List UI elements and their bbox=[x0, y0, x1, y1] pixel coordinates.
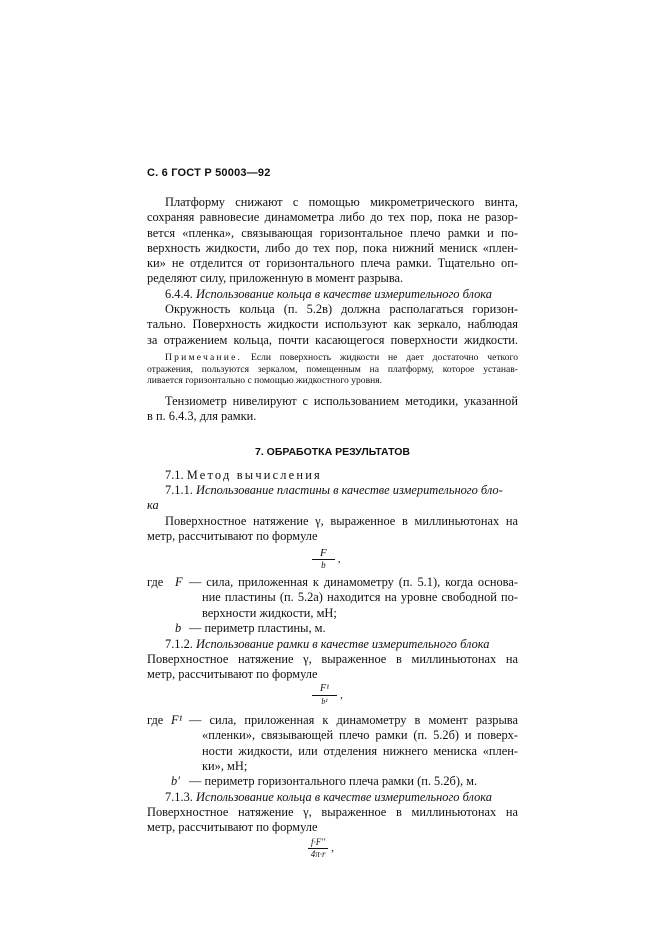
fraction bbox=[312, 683, 337, 707]
subsection-title: Использование пластины в качестве измерительного бло- bbox=[196, 483, 503, 497]
paragraph-platform bbox=[147, 195, 518, 287]
paragraph-7-1-1 bbox=[147, 514, 518, 545]
subsection-title: Использование кольца в качестве измерительного блока bbox=[196, 287, 492, 301]
text-line: Поверхностное натяжение γ, выраженное в миллиньютонах на bbox=[147, 652, 518, 666]
note-line: отражения, пользуются зеркалом, помещенным на платформу, которое устанав- bbox=[147, 363, 518, 375]
where-symbol: F bbox=[175, 575, 183, 589]
text-line: Поверхностное натяжение γ, выраженное в миллиньютонах на bbox=[147, 805, 518, 819]
text-line: метр, рассчитывают по формуле bbox=[147, 529, 318, 544]
paragraph-7-1-3 bbox=[147, 805, 518, 836]
where-label: где bbox=[147, 575, 164, 589]
numerator: f·F′′ bbox=[308, 836, 328, 849]
fraction bbox=[308, 836, 328, 860]
numerator: F bbox=[312, 547, 335, 560]
where-definition: — периметр пластины, м. bbox=[189, 621, 326, 635]
text-line: сохраняя равновесие динамометра либо до тех пор, пока не разор- bbox=[147, 210, 518, 225]
text-line: вется «пленка», связывающая горизонтальное плечо рамки и по- bbox=[147, 225, 518, 240]
denominator: b¹ bbox=[321, 697, 328, 706]
formula-tail: , bbox=[337, 553, 341, 565]
subsection-number: 7.1.3. bbox=[165, 790, 193, 804]
text-line: Поверхностное натяжение γ, выраженное в миллиньютонах на bbox=[165, 514, 518, 528]
denominator: b bbox=[321, 560, 326, 570]
text-line: ние пластины (п. 5.2а) находится на уровне свободной по- bbox=[202, 590, 518, 605]
where-symbol: b′ bbox=[171, 774, 180, 788]
subsection-title-6-4-4 bbox=[165, 287, 518, 302]
where-definition bbox=[189, 575, 518, 621]
note-line bbox=[147, 352, 518, 364]
where-label: где bbox=[147, 713, 164, 727]
numerator: F¹ bbox=[312, 683, 337, 696]
text-line: верхности жидкости, мН; bbox=[202, 605, 337, 620]
subsection-title-7-1-1 bbox=[147, 483, 518, 514]
text-line: Платформу снижают с помощью микрометрического винта, bbox=[165, 195, 518, 209]
formula-plate-expr bbox=[312, 547, 340, 571]
text-line: ределяют силу, приложенную в момент разрыва. bbox=[147, 271, 404, 286]
subsection-number: 7.1.1. bbox=[165, 483, 193, 497]
formula-tail: , bbox=[340, 689, 343, 701]
text-line: верхность жидкости, либо до тех пор, пока нижний мениск «плен- bbox=[147, 240, 518, 255]
formula-frame-expr bbox=[312, 683, 343, 707]
where-definition: — периметр горизонтального плеча рамки (п. 5.2б), м. bbox=[189, 774, 478, 788]
subsection-title: Метод вычисления bbox=[186, 468, 322, 482]
text-line: в п. 6.4.3, для рамки. bbox=[147, 409, 257, 424]
subsection-number: 7.1. bbox=[165, 468, 184, 482]
text-line: «пленки», связывающей плечо рамки (п. 5.2б) и поверх- bbox=[202, 728, 518, 743]
subsection-title: Использование рамки в качестве измерительного блока bbox=[196, 637, 490, 651]
subsection-title: Использование кольца в качестве измерительного блока bbox=[196, 790, 492, 804]
text-line: метр, рассчитывают по формуле bbox=[147, 820, 318, 835]
text-line: — сила, приложенная к динамометру (п. 5.1), когда основа- bbox=[189, 575, 518, 589]
fraction bbox=[312, 547, 335, 571]
subsection-number: 6.4.4. bbox=[165, 287, 193, 301]
section-heading: 7. ОБРАБОТКА РЕЗУЛЬТАТОВ bbox=[255, 446, 410, 458]
formula-tail: , bbox=[331, 842, 334, 854]
note-line: ливается горизонтально с помощью жидкостного уровня. bbox=[147, 375, 383, 386]
page-header: С. 6 ГОСТ Р 50003—92 bbox=[147, 167, 271, 179]
title-line bbox=[147, 483, 518, 498]
paragraph-ring bbox=[147, 302, 518, 348]
denominator: 4π·r bbox=[310, 849, 326, 859]
note bbox=[147, 352, 518, 387]
text-line: — сила, приложенная к динамометру в момент разрыва bbox=[189, 713, 518, 727]
text-line: ки» не отделится от горизонтального плеча рамки. Тщательно оп- bbox=[147, 256, 518, 271]
title-line: ка bbox=[147, 498, 159, 513]
formula-ring-expr bbox=[308, 836, 334, 860]
paragraph-tensiometer bbox=[147, 394, 518, 425]
text-line: за отражением кольца, почти касающегося поверхности жидкости. bbox=[147, 332, 518, 347]
where-symbol: F¹ bbox=[171, 713, 183, 727]
text-line: тально. Поверхность жидкости используют как зеркало, наблюдая bbox=[147, 317, 518, 332]
note-label: Примечание. bbox=[165, 352, 243, 363]
subsection-title-7-1-3 bbox=[165, 790, 518, 805]
note-text: Если поверхность жидкости не дает достаточно четкого bbox=[242, 352, 518, 363]
text-line: ки», мН; bbox=[202, 758, 248, 773]
text-line: метр, рассчитывают по формуле bbox=[147, 667, 318, 682]
subsection-number: 7.1.2. bbox=[165, 637, 193, 651]
subsection-title-7-1 bbox=[165, 468, 518, 483]
where-definition bbox=[189, 713, 518, 774]
text-line: Окружность кольца (п. 5.2в) должна располагаться горизон- bbox=[165, 302, 518, 316]
paragraph-7-1-2 bbox=[147, 652, 518, 683]
text-line: ности жидкости, или отделения нижнего мениска «плен- bbox=[202, 743, 518, 758]
subsection-title-7-1-2 bbox=[165, 637, 518, 652]
text-line: Тензиометр нивелируют с использованием методики, указанной bbox=[165, 394, 518, 408]
where-symbol: b bbox=[175, 621, 182, 635]
